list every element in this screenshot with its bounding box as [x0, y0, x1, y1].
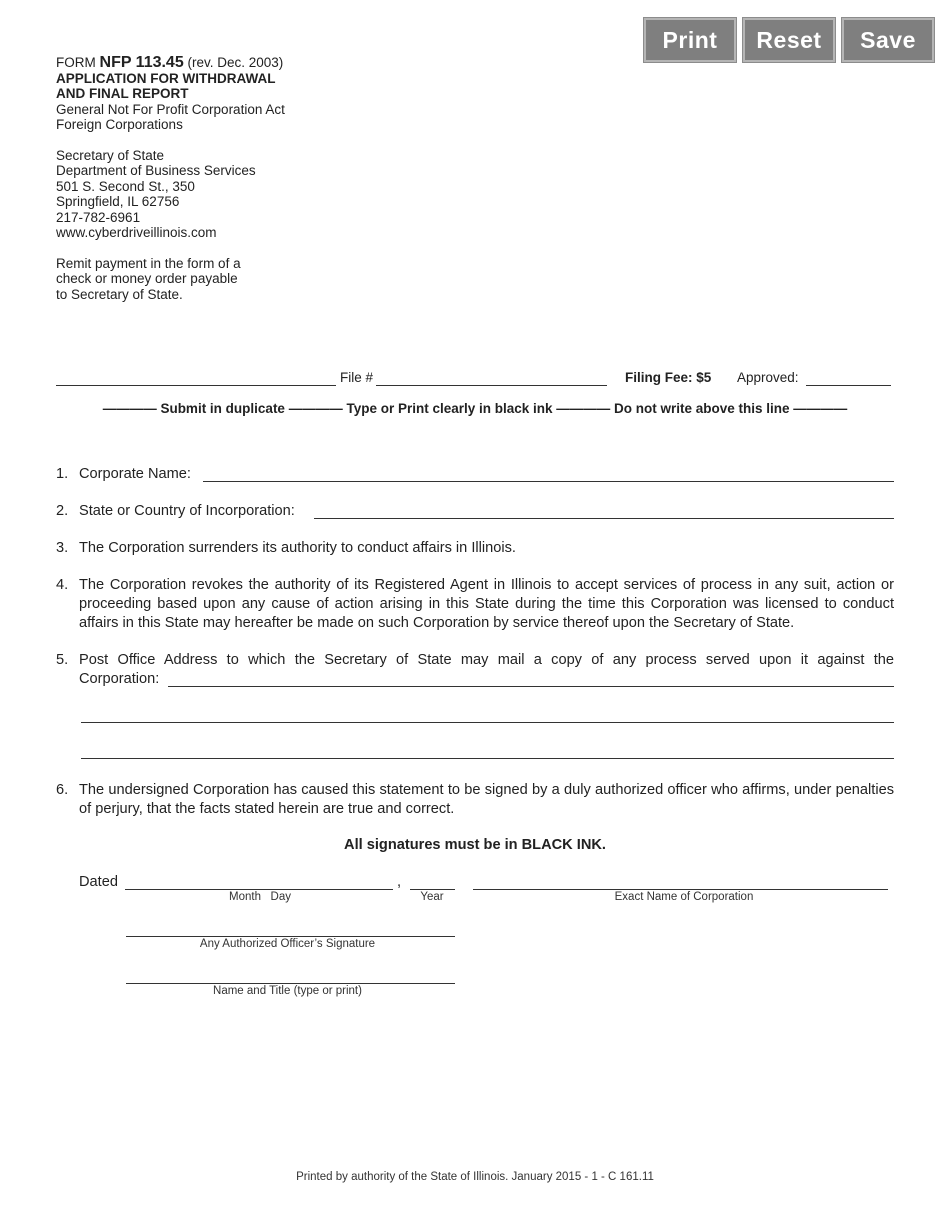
item-label: State or Country of Incorporation:: [79, 503, 295, 519]
office-use-instructions: ———— Submit in duplicate ———— Type or Print clearly in black ink ———— Do not write above this line ————: [102, 401, 848, 416]
year-field[interactable]: [412, 871, 453, 889]
name-title-line: [126, 983, 455, 984]
office-line: Springfield, IL 62756: [56, 194, 180, 209]
file-label: File #: [340, 370, 374, 385]
dated-label: Dated: [79, 874, 118, 890]
month-day-caption: Month Day: [229, 891, 291, 903]
item-revoke-agent: [56, 576, 894, 636]
approved-line: [806, 385, 891, 386]
item-number: 4.: [56, 577, 69, 593]
item-label: Corporate Name:: [79, 466, 191, 482]
address-field-3[interactable]: [83, 740, 892, 758]
item-label: Corporation:: [79, 671, 160, 687]
date-comma: ,: [397, 874, 402, 890]
form-number: NFP 113.45: [99, 54, 184, 71]
item-text: The Corporation surrenders its authority to conduct affairs in Illinois.: [79, 540, 516, 556]
state-of-incorporation-field[interactable]: [316, 500, 892, 518]
address-line-1: [168, 686, 894, 687]
remit-line: Remit payment in the form of a: [56, 255, 241, 271]
address-field-2[interactable]: [83, 704, 892, 722]
office-use-blank-line: [56, 385, 336, 386]
item-surrender-authority: [56, 539, 894, 559]
officer-signature-caption: Any Authorized Officer’s Signature: [199, 938, 376, 950]
officer-signature-field[interactable]: [128, 918, 453, 936]
exact-corporation-name-field[interactable]: [475, 871, 886, 889]
form-id: [56, 55, 285, 71]
remit-line: to Secretary of State.: [56, 286, 183, 302]
office-line: 501 S. Second St., 350: [56, 178, 195, 194]
item-text: The undersigned Corporation has caused this statement to be signed by a duly authorized officer who affirms, under penalties of perjury, that the facts stated herein are true and correct.: [79, 782, 894, 817]
office-line: Department of Business Services: [56, 163, 256, 178]
form-type: Foreign Corporations: [56, 117, 183, 132]
address-line-3: [81, 758, 894, 759]
corporate-name-line: [203, 481, 894, 482]
form-title-line2: AND FINAL REPORT: [56, 86, 189, 101]
signature-notice: All signatures must be in BLACK INK.: [344, 837, 606, 853]
year-caption: Year: [420, 891, 444, 903]
form-revision: (rev. Dec. 2003): [187, 55, 284, 70]
name-title-caption: Name and Title (type or print): [213, 985, 362, 997]
reset-button[interactable]: Reset: [743, 18, 835, 62]
office-line: 217-782-6961: [56, 209, 141, 225]
item-number: 6.: [56, 782, 69, 798]
form-act: General Not For Profit Corporation Act: [56, 101, 285, 117]
form-title-line1: APPLICATION FOR WITHDRAWAL: [56, 70, 276, 86]
save-button[interactable]: Save: [842, 18, 934, 62]
year-line: [410, 889, 455, 890]
file-number-line: [376, 385, 607, 386]
remit-line: check or money order payable: [56, 271, 238, 286]
item-number: 5.: [56, 652, 69, 668]
approved-label: Approved:: [737, 370, 799, 385]
item-number: 3.: [56, 540, 69, 556]
address-line-2: [81, 722, 894, 723]
name-title-field[interactable]: [128, 965, 453, 983]
item-text: The Corporation revokes the authority of its Registered Agent in Illinois to accept services of process in any suit, action or proceeding based upon any cause of action arising in this State during the time this Corporation was licensed to conduct affairs in this State may hereafter be made on such Corporation by service thereof upon the Secretary of State.: [79, 577, 894, 631]
officer-signature-line: [126, 936, 455, 937]
office-website: www.cyberdriveillinois.com: [56, 225, 217, 240]
month-day-line: [125, 889, 393, 890]
address-field-1[interactable]: [170, 668, 892, 686]
form-prefix: FORM: [56, 55, 96, 70]
item-number: 2.: [56, 503, 69, 519]
item-text: Post Office Address to which the Secretary of State may mail a copy of any process served upon it against the: [79, 652, 894, 668]
item-affirmation: [56, 781, 894, 821]
filing-fee: Filing Fee: $5: [625, 370, 712, 385]
corporation-name-caption: Exact Name of Corporation: [614, 891, 754, 903]
month-day-field[interactable]: [127, 871, 391, 889]
corporation-name-line: [473, 889, 888, 890]
item-number: 1.: [56, 466, 69, 482]
corporate-name-field[interactable]: [205, 463, 892, 481]
office-line: Secretary of State: [56, 147, 165, 163]
state-of-incorporation-line: [314, 518, 894, 519]
form-header: [56, 55, 285, 302]
footer-text: Printed by authority of the State of Illinois. January 2015 - 1 - C 161.11: [296, 1171, 654, 1183]
print-button[interactable]: Print: [644, 18, 736, 62]
